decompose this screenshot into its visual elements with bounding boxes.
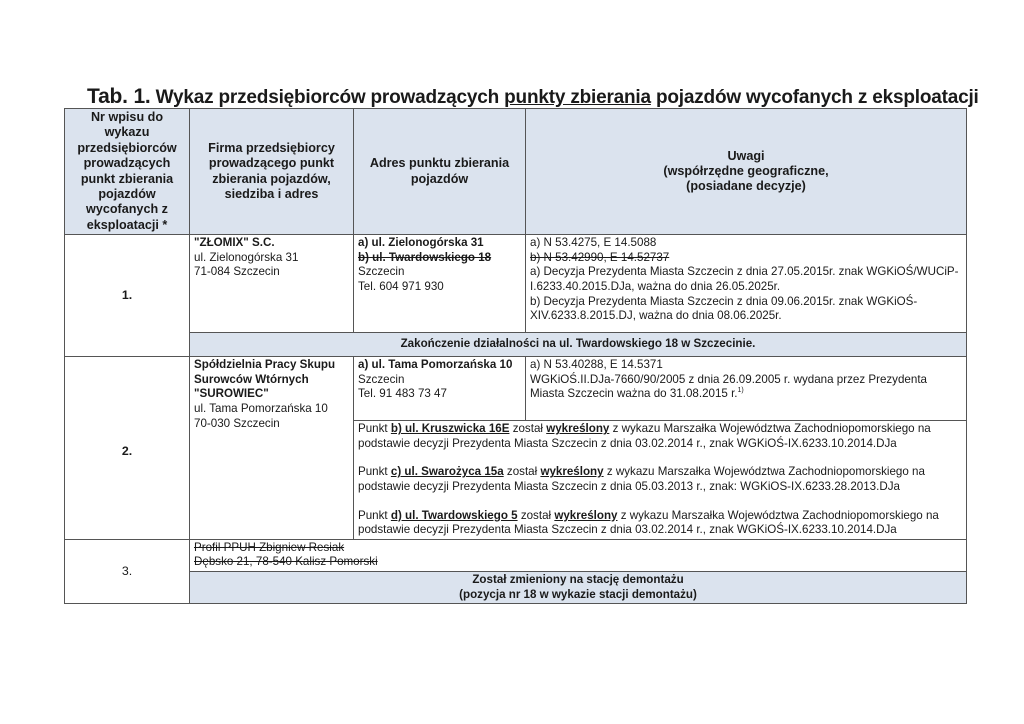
header-address: Adres punktu zbierania pojazdów: [354, 109, 526, 235]
row3-firm: Profil PPUH Zbigniew Resiak Dębsko 21, 78-540 Kalisz Pomorski: [190, 539, 967, 571]
header-nr: Nr wpisu do wykazu przedsiębiorców prowadzących punkt zbierania pojazdów wycofanych z eksploatacji *: [65, 109, 190, 235]
table-row: [65, 357, 967, 421]
row2-nr: 2.: [65, 357, 190, 540]
row3-nr: 3.: [65, 539, 190, 603]
table-title: [87, 85, 987, 109]
row2-address: a) ul. Tama Pomorzańska 10 Szczecin Tel. 91 483 73 47: [354, 357, 526, 421]
title-part1: Wykaz przedsiębiorców prowadzących: [155, 87, 500, 108]
removed-point-c: Punkt c) ul. Swarożyca 15a został wykreślony z wykazu Marszałka Województwa Zachodniopomorskiego na podstawie decyzji Prezydenta Miasta Szczecin z dnia 05.03.2013 r., znak: WGKiOS-IX.6233.28.2013.DJa: [358, 465, 925, 494]
row3-changed: Został zmieniony na stację demontażu (pozycja nr 18 w wykazie stacji demontażu): [190, 572, 967, 604]
header-row: [65, 109, 967, 235]
row1-firm: "ZŁOMIX" S.C. ul. Zielonogórska 31 71-084 Szczecin: [190, 235, 354, 333]
header-firm: Firma przedsiębiorcy prowadzącego punkt zbierania pojazdów, siedziba i adres: [190, 109, 354, 235]
row1-address: a) ul. Zielonogórska 31 b) ul. Twardowskiego 18 Szczecin Tel. 604 971 930: [354, 235, 526, 333]
row1-closure: Zakończenie działalności na ul. Twardowskiego 18 w Szczecinie.: [190, 333, 967, 357]
header-notes: Uwagi (współrzędne geograficzne, (posiadane decyzje): [526, 109, 967, 235]
table-row: [65, 539, 967, 571]
removed-point-b: Punkt b) ul. Kruszwicka 16E został wykreślony z wykazu Marszałka Województwa Zachodniopomorskiego na podstawie decyzji Prezydenta Miasta Szczecin z dnia 03.02.2014 r., znak WGKiOŚ-IX.6233.10.2014.DJa: [358, 422, 931, 450]
title-part2: pojazdów wycofanych z eksploatacji: [655, 87, 979, 108]
row2-firm: Spółdzielnia Pracy Skupu Surowców Wtórnych "SUROWIEC" ul. Tama Pomorzańska 10 70-030 Szczecin: [190, 357, 354, 540]
title-underlined: punkty zbierania: [504, 87, 651, 108]
row2-removed-points: [354, 421, 967, 540]
row1-nr: 1.: [65, 235, 190, 357]
row2-notes: a) N 53.40288, E 14.5371 WGKiOŚ.II.DJa-7660/90/2005 z dnia 26.09.2005 r. wydana przez Prezydenta Miasta Szczecin ważna do 31.08.2015 r.$^{1)}$: [526, 357, 967, 421]
table-row: [65, 333, 967, 357]
row1-notes: a) N 53.4275, E 14.5088 b) N 53.42990, E 14.52737 a) Decyzja Prezydenta Miasta Szczecin z dnia 27.05.2015r. znak WGKiOŚ/WUCiP-I.6233.40.2015.DJa, ważna do dnia 26.05.2025r. b) Decyzja Prezydenta Miasta Szczecin z dnia 09.06.2015r. znak WGKiOŚ-XIV.6233.8.2015.DJ, ważna do dnia 08.06.2025r.: [526, 235, 967, 333]
title-prefix: Tab. 1.: [87, 85, 151, 108]
table-row: [65, 235, 967, 333]
removed-point-d: Punkt d) ul. Twardowskiego 5 został wykreślony z wykazu Marszałka Województwa Zachodniopomorskiego na podstawie decyzji Prezydenta Miasta Szczecin z dnia 03.02.2014 r., znak WGKiOŚ-IX.6233.10.2014.DJa: [358, 508, 939, 537]
table-row: [65, 572, 967, 604]
collection-points-table: [64, 108, 967, 604]
